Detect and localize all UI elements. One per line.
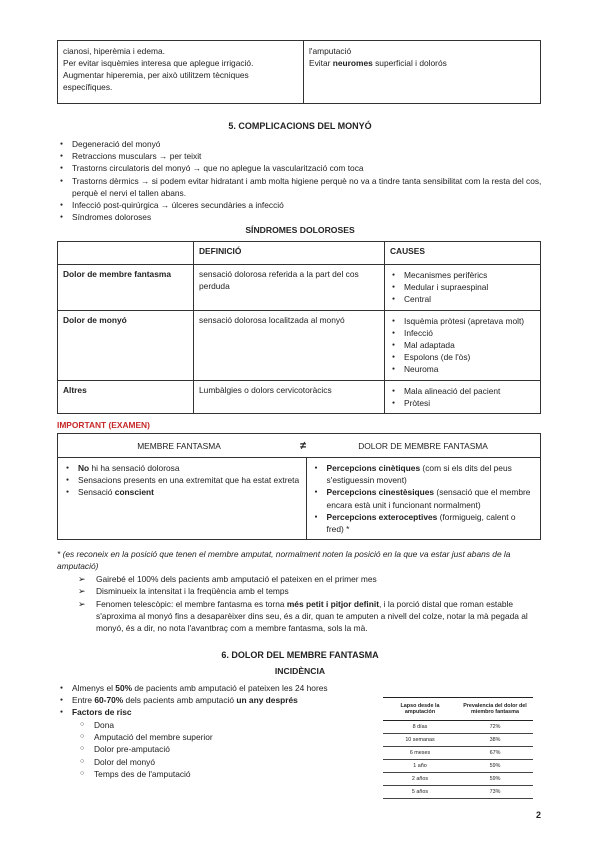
top-line: Evitar neuromes superficial i dolorós [309, 58, 447, 68]
list-item: ● Trastorns dèrmics → si podem evitar hidratant i amb molta higiene perquè no va a tindre tanta sensibilitat com la resta del cos, perquè el nervi el tallen abans. [58, 175, 542, 199]
section5-title: 5. COMPLICACIONS DEL MONYÓ [228, 121, 372, 131]
table-header: DOLOR DE MEMBRE FANTASMA [306, 434, 540, 458]
list-item: ● Factors de risc [58, 706, 378, 718]
table-header: MEMBRE FANTASMA [58, 434, 301, 458]
list-item: ● Degeneració del monyó [58, 138, 542, 150]
table-cell [58, 458, 307, 540]
table-cell: 5 años [383, 786, 457, 799]
list-item: ● Mala alineació del pacient [390, 385, 535, 397]
list-item: ● Pròtesi [390, 397, 535, 409]
table-cell [385, 265, 541, 311]
sindromes-title: SÍNDROMES DOLOROSES [245, 225, 355, 235]
list-item: ● Isquèmia pròtesi (apretava molt) [390, 315, 535, 327]
list-item: ○ Temps des de l'amputació [80, 768, 370, 780]
important-label: IMPORTANT (EXAMEN) [57, 420, 150, 430]
prevalence-table [383, 697, 533, 799]
table-cell: 59% [457, 773, 533, 786]
table-header: CAUSES [385, 242, 541, 265]
table-cell: 67% [457, 747, 533, 760]
list-item: ➢ Gairebé el 100% dels pacients amb amputació el pateixen en el primer mes [78, 573, 543, 585]
table-cell [306, 458, 540, 540]
list-item: ● Percepcions cinètiques (com si els dits del peus s'estiguessin movent) [313, 462, 534, 486]
table-cell: 1 año [383, 760, 457, 773]
list-item: ● Retraccions musculars → per teixit [58, 150, 542, 162]
sindromes-table [57, 241, 541, 414]
top-table-right-cell [304, 41, 541, 104]
list-item: ● Espolons (de l'òs) [390, 351, 535, 363]
footnote: * (es reconeix en la posició que tenen el membre amputat, normalment noten la posició en la que va estar just abans de la amputació) [57, 549, 511, 571]
list-item: ● Sensacions presents en una extremitat que ha estat extreta [64, 474, 300, 486]
risk-factors-list [80, 719, 370, 780]
table-cell: Dolor de membre fantasma [58, 265, 194, 311]
table-cell: 10 semanas [383, 734, 457, 747]
table-cell: 59% [457, 760, 533, 773]
table-cell: sensació dolorosa localitzada al monyó [194, 310, 385, 380]
list-item: ● Síndromes doloroses [58, 211, 542, 223]
section5-list [58, 138, 542, 223]
top-line: cianosi, hiperèmia i edema. [63, 46, 165, 56]
list-item: ● No hi ha sensació dolorosa [64, 462, 300, 474]
not-equal-sign: ≠ [300, 434, 306, 458]
list-item: ● Medular i supraespinal [390, 281, 535, 293]
table-header: DEFINICIÓ [194, 242, 385, 265]
list-item: ● Mecanismes perifèrics [390, 269, 535, 281]
table-cell: Altres [58, 380, 194, 413]
list-item: ● Almenys el 50% de pacients amb amputació el pateixen les 24 hores [58, 682, 378, 694]
table-cell: sensació dolorosa referida a la part del cos perduda [194, 265, 385, 311]
list-item: ➢ Disminueix la intensitat i la freqüència amb el temps [78, 585, 543, 597]
table-header: Prevalencia del dolor del miembro fantasma [457, 698, 533, 721]
list-item: ● Infecció [390, 327, 535, 339]
table-cell: 8 días [383, 721, 457, 734]
table-cell: 72% [457, 721, 533, 734]
list-item: ● Central [390, 293, 535, 305]
list-item: ○ Dolor del monyó [80, 756, 370, 768]
top-table-left-cell [58, 41, 304, 104]
table-cell [385, 310, 541, 380]
top-line: Per evitar isquèmies interesa que aplegue irrigació. [63, 58, 254, 68]
list-item: ○ Dona [80, 719, 370, 731]
list-item: ● Percepcions exteroceptives (formigueig, calent o fred) * [313, 511, 534, 535]
list-item: ➢ Fenomen telescòpic: el membre fantasma es torna més petit i pitjor definit, i la porció distal que roman estable s'aproxima al monyó fins a desaparèixer dins seu, és a dir, quan te amputen a nivell del colze, notar la mà pegada al monyó, és a dir, no nota l'avantbraç com a membre fantasma, sols la mà. [78, 598, 543, 635]
top-table [57, 40, 541, 104]
section6-list [58, 682, 378, 719]
list-item: ○ Amputació del membre superior [80, 731, 370, 743]
list-item: ○ Dolor pre-amputació [80, 743, 370, 755]
list-item: ● Trastorns circulatoris del monyó → que no aplegue la vascularització com toca [58, 162, 542, 174]
table-cell [385, 380, 541, 413]
section6-title: 6. DOLOR DEL MEMBRE FANTASMA [221, 650, 379, 660]
list-item: ● Infecció post-quirúrgica → úlceres secundàries a infecció [58, 199, 542, 211]
comparison-table [57, 433, 541, 540]
list-item: ● Sensació conscient [64, 486, 300, 498]
top-line: Augmentar hiperemia, per això utilitzem tècniques específiques. [63, 70, 249, 92]
list-item: ● Neuroma [390, 363, 535, 375]
table-cell: 73% [457, 786, 533, 799]
list-item: ● Percepcions cinestèsiques (sensació que el membre encara està unit i funcionant normalment) [313, 486, 534, 510]
table-cell: 6 meses [383, 747, 457, 760]
table-header: Lapso desde la amputación [383, 698, 457, 721]
list-item: ● Mal adaptada [390, 339, 535, 351]
table-header [58, 242, 194, 265]
table-cell: Dolor de monyó [58, 310, 194, 380]
table-cell: Lumbàlgies o dolors cervicotoràcics [194, 380, 385, 413]
table-cell: 38% [457, 734, 533, 747]
top-line: l'amputació [309, 46, 352, 56]
table-cell: 2 años [383, 773, 457, 786]
incidencia-title: INCIDÈNCIA [274, 666, 326, 676]
list-item: ● Entre 60-70% dels pacients amb amputació un any després [58, 694, 378, 706]
page-number: 2 [536, 810, 542, 820]
arrow-list [78, 573, 543, 634]
